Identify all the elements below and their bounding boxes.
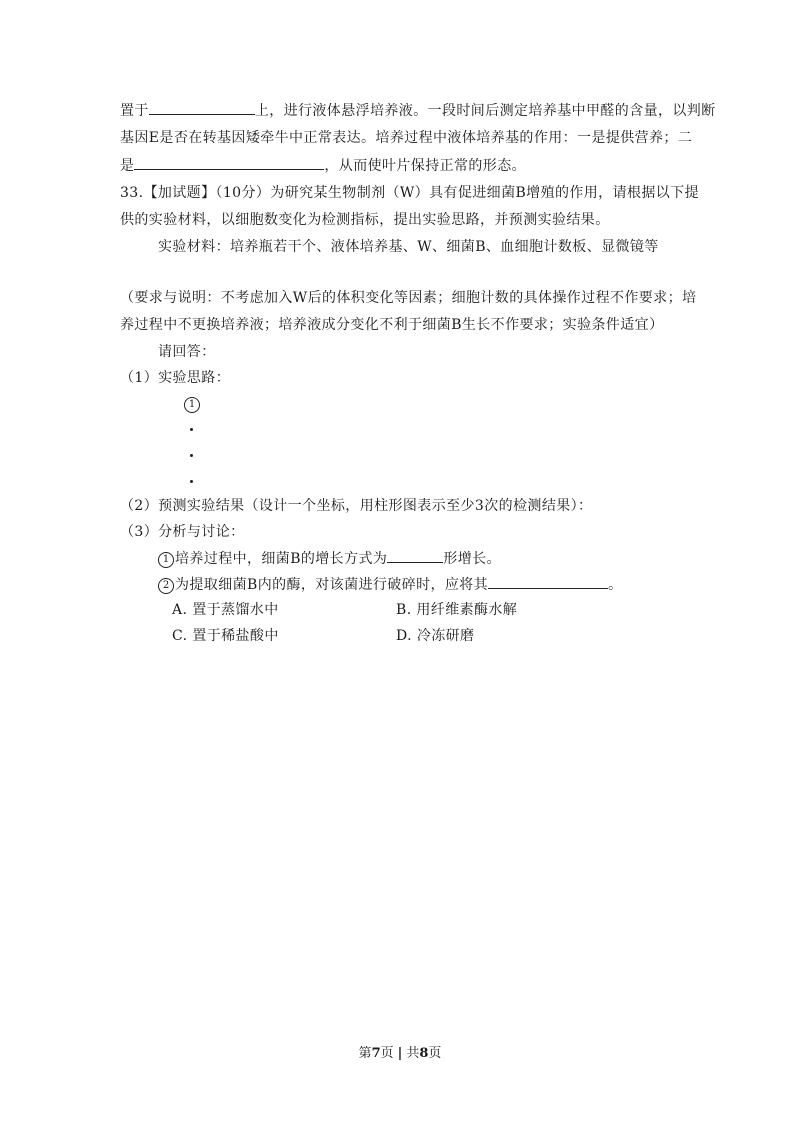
- answer-blank-2: [134, 155, 324, 170]
- q32-line-3: [120, 155, 526, 176]
- answer-blank-1: [149, 100, 255, 115]
- question-number: 33.: [120, 185, 144, 201]
- q33-notes-line-1: （要求与说明：不考虑加入W后的体积变化等因素；细胞计数的具体操作过程不作要求；培: [120, 290, 697, 306]
- option-b: B. 用纤维素酶水解: [396, 602, 518, 618]
- part3-sub-1: 1 培养过程中，细菌B的增长方式为 形增长。: [158, 548, 501, 569]
- q33-line-2: 供的实验材料，以细胞数变化为检测指标，提出实验思路，并预测实验结果。: [120, 212, 610, 228]
- option-c: C. 置于稀盐酸中: [172, 628, 279, 644]
- part3-sub-2: 2 为提取细菌B内的酶，对该菌进行破碎时，应将其 。: [158, 574, 623, 595]
- q33-notes-line-2: 养过程中不更换培养液；培养液成分变化不利于细菌B生长不作要求；实验条件适宜）: [120, 317, 664, 333]
- page-number: 7: [371, 1046, 381, 1061]
- circled-number-1: 1: [158, 552, 174, 568]
- q32-line-2: 基因E是否在转基因矮牵牛中正常表达。培养过程中液体培养基的作用：一是提供营养；二: [120, 130, 693, 146]
- answer-blank-3: [387, 548, 443, 563]
- option-a: A. 置于蒸馏水中: [172, 602, 279, 618]
- page-footer: 第7页 | 共8页: [358, 1046, 442, 1061]
- answer-prompt: 请回答：: [158, 344, 216, 360]
- circled-number-1: 1: [184, 397, 200, 413]
- part1-step-1: [184, 394, 201, 414]
- q32-line-1: [120, 100, 716, 121]
- question-tag: 【加试题】: [143, 185, 216, 201]
- answer-blank-4: [488, 574, 608, 589]
- footer-separator: |: [397, 1046, 403, 1061]
- q33-line-1: [120, 183, 699, 203]
- step-dot-1: [190, 428, 193, 431]
- step-dot-3: [190, 480, 193, 483]
- question-score: （10分）: [215, 185, 271, 201]
- option-d: D. 冷冻研磨: [396, 628, 475, 644]
- part1-label: （1）实验思路：: [120, 370, 231, 386]
- step-dot-2: [190, 454, 193, 457]
- q32-line1-post: 上，进行液体悬浮培养液。一段时间后测定培养基中甲醛的含量，以判断: [254, 103, 716, 119]
- q32-line1-pre: 置于: [120, 103, 149, 119]
- part2-label: （2）预测实验结果（设计一个坐标，用柱形图表示至少3次的检测结果）：: [120, 498, 593, 514]
- q33-line1-rest: 为研究某生物制剂（W）具有促进细菌B增殖的作用，请根据以下提: [270, 185, 699, 201]
- circled-number-2: 2: [158, 578, 174, 594]
- total-pages: 8: [419, 1046, 429, 1061]
- part3-label: （3）分析与讨论：: [120, 524, 245, 540]
- q33-materials: 实验材料：培养瓶若干个、液体培养基、W、细菌B、血细胞计数板、显微镜等: [158, 239, 659, 255]
- q32-line3-post: ，从而使叶片保持正常的形态。: [324, 158, 527, 174]
- q32-line3-pre: 是: [120, 158, 135, 174]
